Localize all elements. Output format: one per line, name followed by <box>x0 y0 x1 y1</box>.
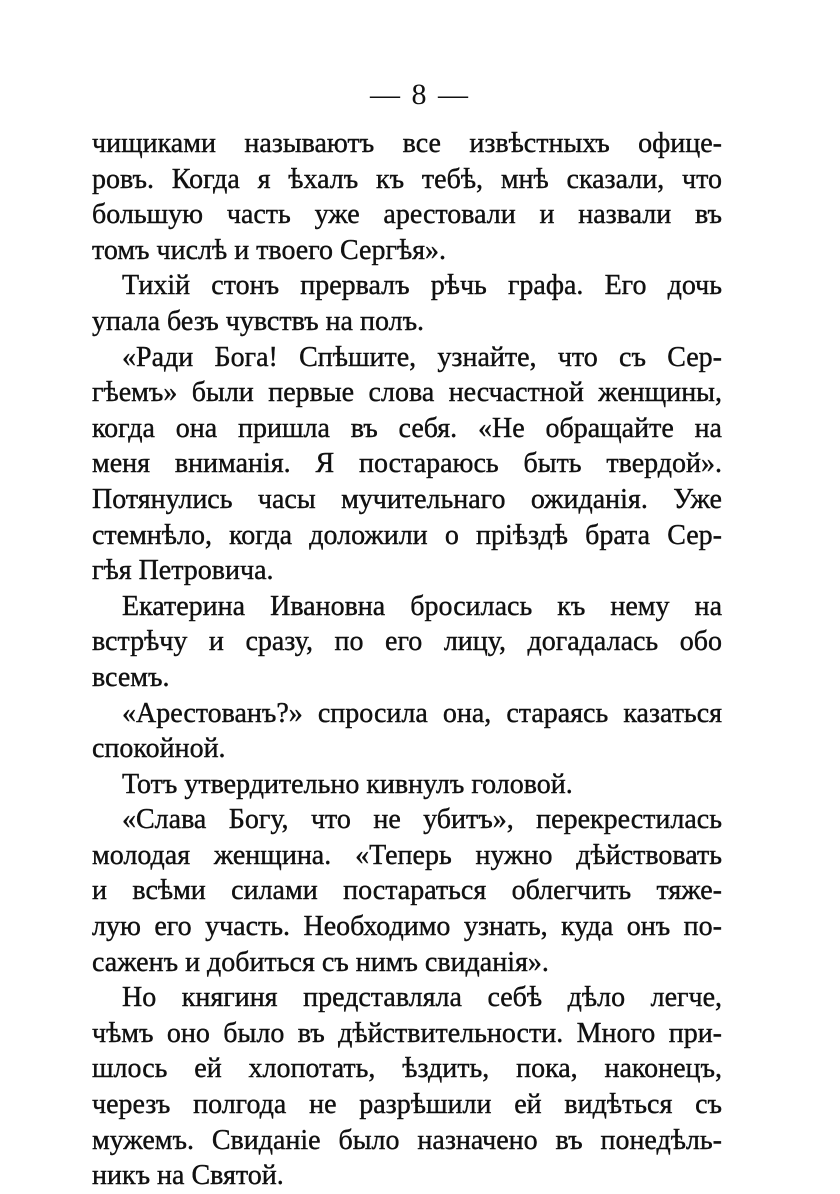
text-line: встрѣчу и сразу, по его лицу, догадалась обо <box>92 626 722 658</box>
text-line: лую его участь. Необходимо узнать, куда онъ по- <box>92 911 722 943</box>
text-line: всемъ. <box>92 661 170 693</box>
text-line: саженъ и добиться съ нимъ свиданія». <box>92 946 549 978</box>
text-line: Тотъ утвердительно кивнулъ головой. <box>122 768 573 800</box>
text-line: гѣемъ» были первые слова несчастной женщины, <box>92 377 722 409</box>
text-line: спокойной. <box>92 733 226 765</box>
body-text <box>92 126 722 1194</box>
text-line: гѣя Петровича. <box>92 555 274 587</box>
text-line: шлось ей хлопотать, ѣздить, пока, наконецъ, <box>92 1053 722 1085</box>
text-line: черезъ полгода не разрѣшили ей видѣться съ <box>92 1089 722 1121</box>
text-line: ровъ. Когда я ѣхалъ къ тебѣ, мнѣ сказали, что <box>92 163 722 195</box>
page-number: — 8 — <box>370 78 470 111</box>
text-line: молодая женщина. «Теперь нужно дѣйствовать <box>92 839 722 871</box>
text-line: меня вниманія. Я постараюсь быть твердой». <box>92 448 722 480</box>
text-line: Но княгиня представляла себѣ дѣло легче, <box>122 982 722 1014</box>
text-line: стемнѣло, когда доложили о пріѣздѣ брата Сер- <box>92 519 722 551</box>
text-line: никъ на Святой. <box>92 1160 284 1192</box>
text-line: чѣмъ оно было въ дѣйствительности. Много при- <box>92 1017 722 1049</box>
text-line: «Арестованъ?» спросила она, стараясь казаться <box>122 697 722 729</box>
text-line: Потянулись часы мучительнаго ожиданія. Уже <box>92 483 722 515</box>
text-line: когда она пришла въ себя. «Не обращайте на <box>92 412 722 444</box>
text-line: чищиками называютъ все извѣстныхъ офице- <box>92 128 722 159</box>
text-line: упала безъ чувствъ на полъ. <box>92 305 425 337</box>
text-line: большую часть уже арестовали и назвали въ <box>92 199 722 231</box>
text-line: и всѣми силами постараться облегчить тяже- <box>92 875 722 907</box>
text-line: Тихій стонъ прервалъ рѣчь графа. Его дочь <box>122 270 722 302</box>
text-line: «Слава Богу, что не убитъ», перекрестилась <box>122 804 722 836</box>
text-line: мужемъ. Свиданіе было назначено въ понедѣль- <box>92 1124 722 1156</box>
text-line: «Ради Бога! Спѣшите, узнайте, что съ Сер- <box>122 341 722 373</box>
text-line: томъ числѣ и твоего Сергѣя». <box>92 234 447 266</box>
text-line: Екатерина Ивановна бросилась къ нему на <box>122 590 722 622</box>
